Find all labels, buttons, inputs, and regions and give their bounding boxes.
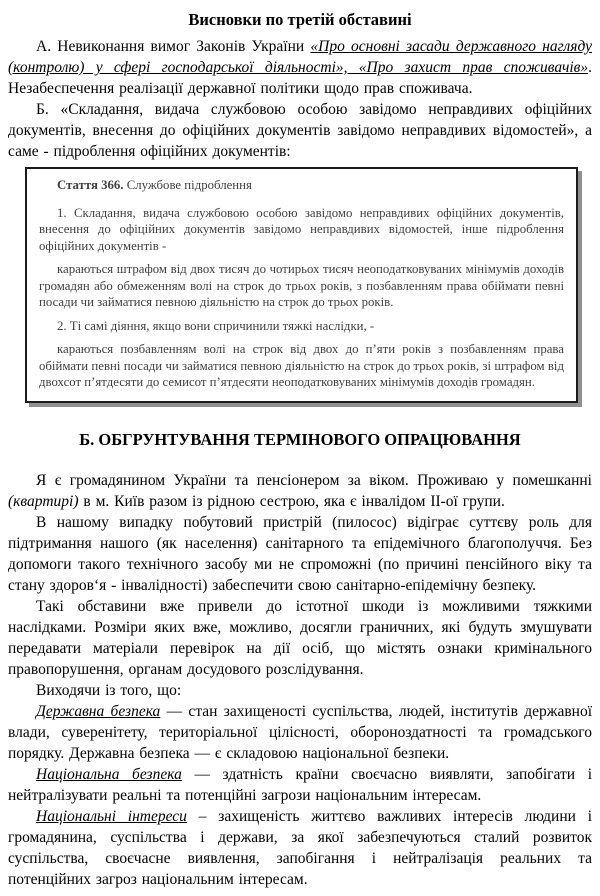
text-run: Виходячи із того, що:: [36, 681, 182, 699]
text-run: Національні інтереси: [36, 807, 187, 825]
text-run: в м. Київ разом із рідною сестрою, яка є інвалідом ІІ-ої групи.: [78, 492, 505, 510]
statute-paragraph: [39, 318, 564, 335]
paragraph: [8, 470, 592, 512]
text-run: Національна безпека: [36, 765, 182, 783]
document-title: Висновки по третій обставині: [188, 10, 412, 29]
text-run: — стан захищеності суспільства, людей, інститутів державної влади, суверенітету, територіальної цілісності, обороноздатності та громадського порядку. Державна безпека — є складовою національної безпеки.: [8, 702, 592, 762]
text-run: 1. Складання, видача службовою особою завідомо неправдивих офіційних документів, внесення до офіційних документів завідомо неправдивих відомостей, інше підроблення офіційних документів -: [39, 205, 564, 253]
statute-quote-box: [25, 167, 578, 403]
statute-paragraph: [39, 177, 564, 194]
text-run: Службове підроблення: [123, 178, 252, 192]
text-run: Я є громадянином України та пенсіонером за віком. Проживаю у помешканні: [36, 471, 592, 489]
text-run: Такі обставини вже привели до істотної шкоди із можливими тяжкими наслідками. Розміри яких вже, можливо, досягли граничних, які будуть змушувати передавати матеріали перевірок на дії осіб, що містять ознаки кримінального правопорушення, органам досудового розслідування.: [8, 597, 592, 678]
statute-paragraph: [39, 341, 564, 391]
text-run: «Про основні засади державного нагляду (контролю) у сфері господарської діяльності», «Про захист прав споживачів»: [8, 38, 592, 76]
statute-paragraph: [39, 205, 564, 255]
paragraph: [8, 806, 592, 890]
paragraph: [8, 99, 592, 162]
text-run: (квартирі): [8, 492, 79, 510]
text-run: Державна безпека: [36, 702, 161, 720]
paragraph: [8, 764, 592, 806]
text-run: . Незабеспечення реалізації державної політики щодо прав споживача.: [8, 59, 592, 97]
text-run: караються позбавленням волі на строк від двох до п’яти років з позбавленням права обіймати певні посади чи займатися певною діяльністю на строк до трьох років, зі штрафом від двохсот п’ятдесяти до семисот п’ятдесяти неоподатковуваних мінімумів доходів громадян.: [39, 342, 564, 389]
statute-paragraph: [39, 261, 564, 311]
text-run: 2. Ті самі діяння, якщо вони спричинили тяжкі наслідки, -: [57, 318, 375, 333]
text-run: Б. «Складання, видача службовою особою завідомо неправдивих офіційних документів, внесення до офіційних документів завідомо неправдивих відомостей», а саме - підроблення офіційних документів:: [8, 101, 592, 160]
paragraph: [8, 512, 592, 596]
text-run: – захищеність життєво важливих інтересів людини і громадянина, суспільства і держави, за якої забезпечуються сталий розвиток суспільства, своєчасне виявлення, запобігання і нейтралізація реальних та потенційних загроз національним інтересам.: [8, 807, 592, 888]
section-heading: Б. ОБГРУНТУВАННЯ ТЕРМІНОВОГО ОПРАЦЮВАННЯ: [79, 429, 521, 449]
document-body: [8, 36, 592, 890]
paragraph: [8, 701, 592, 764]
text-run: — здатність країни своєчасно виявляти, запобігати і нейтралізувати реальні та потенційні загрози національним інтересам.: [8, 765, 593, 804]
paragraph: [8, 680, 592, 701]
paragraph: [8, 36, 592, 99]
text-run: караються штрафом від двох тисяч до чотирьох тисяч неоподатковуваних мінімумів доходів громадян або обмеженням волі на строк до трьох років, з позбавленням права обіймати певні посади чи займатися певною діяльністю на строк до трьох років.: [39, 262, 564, 309]
text-run: Стаття 366.: [57, 178, 124, 192]
text-run: В нашому випадку побутовий пристрій (пилосос) відіграє суттєву роль для підтримання нашого (як населення) санітарного та епідемічного благополуччя. Без допомоги такого технічного засобу ми не спроможні (по причині пенсійного віку та стану здоров‘я - інвалідності) забеспечити свою санітарно-епідемічну безпеку.: [8, 513, 592, 594]
paragraph: [8, 596, 592, 680]
text-run: А. Невиконання вимог Законів України: [36, 38, 311, 55]
